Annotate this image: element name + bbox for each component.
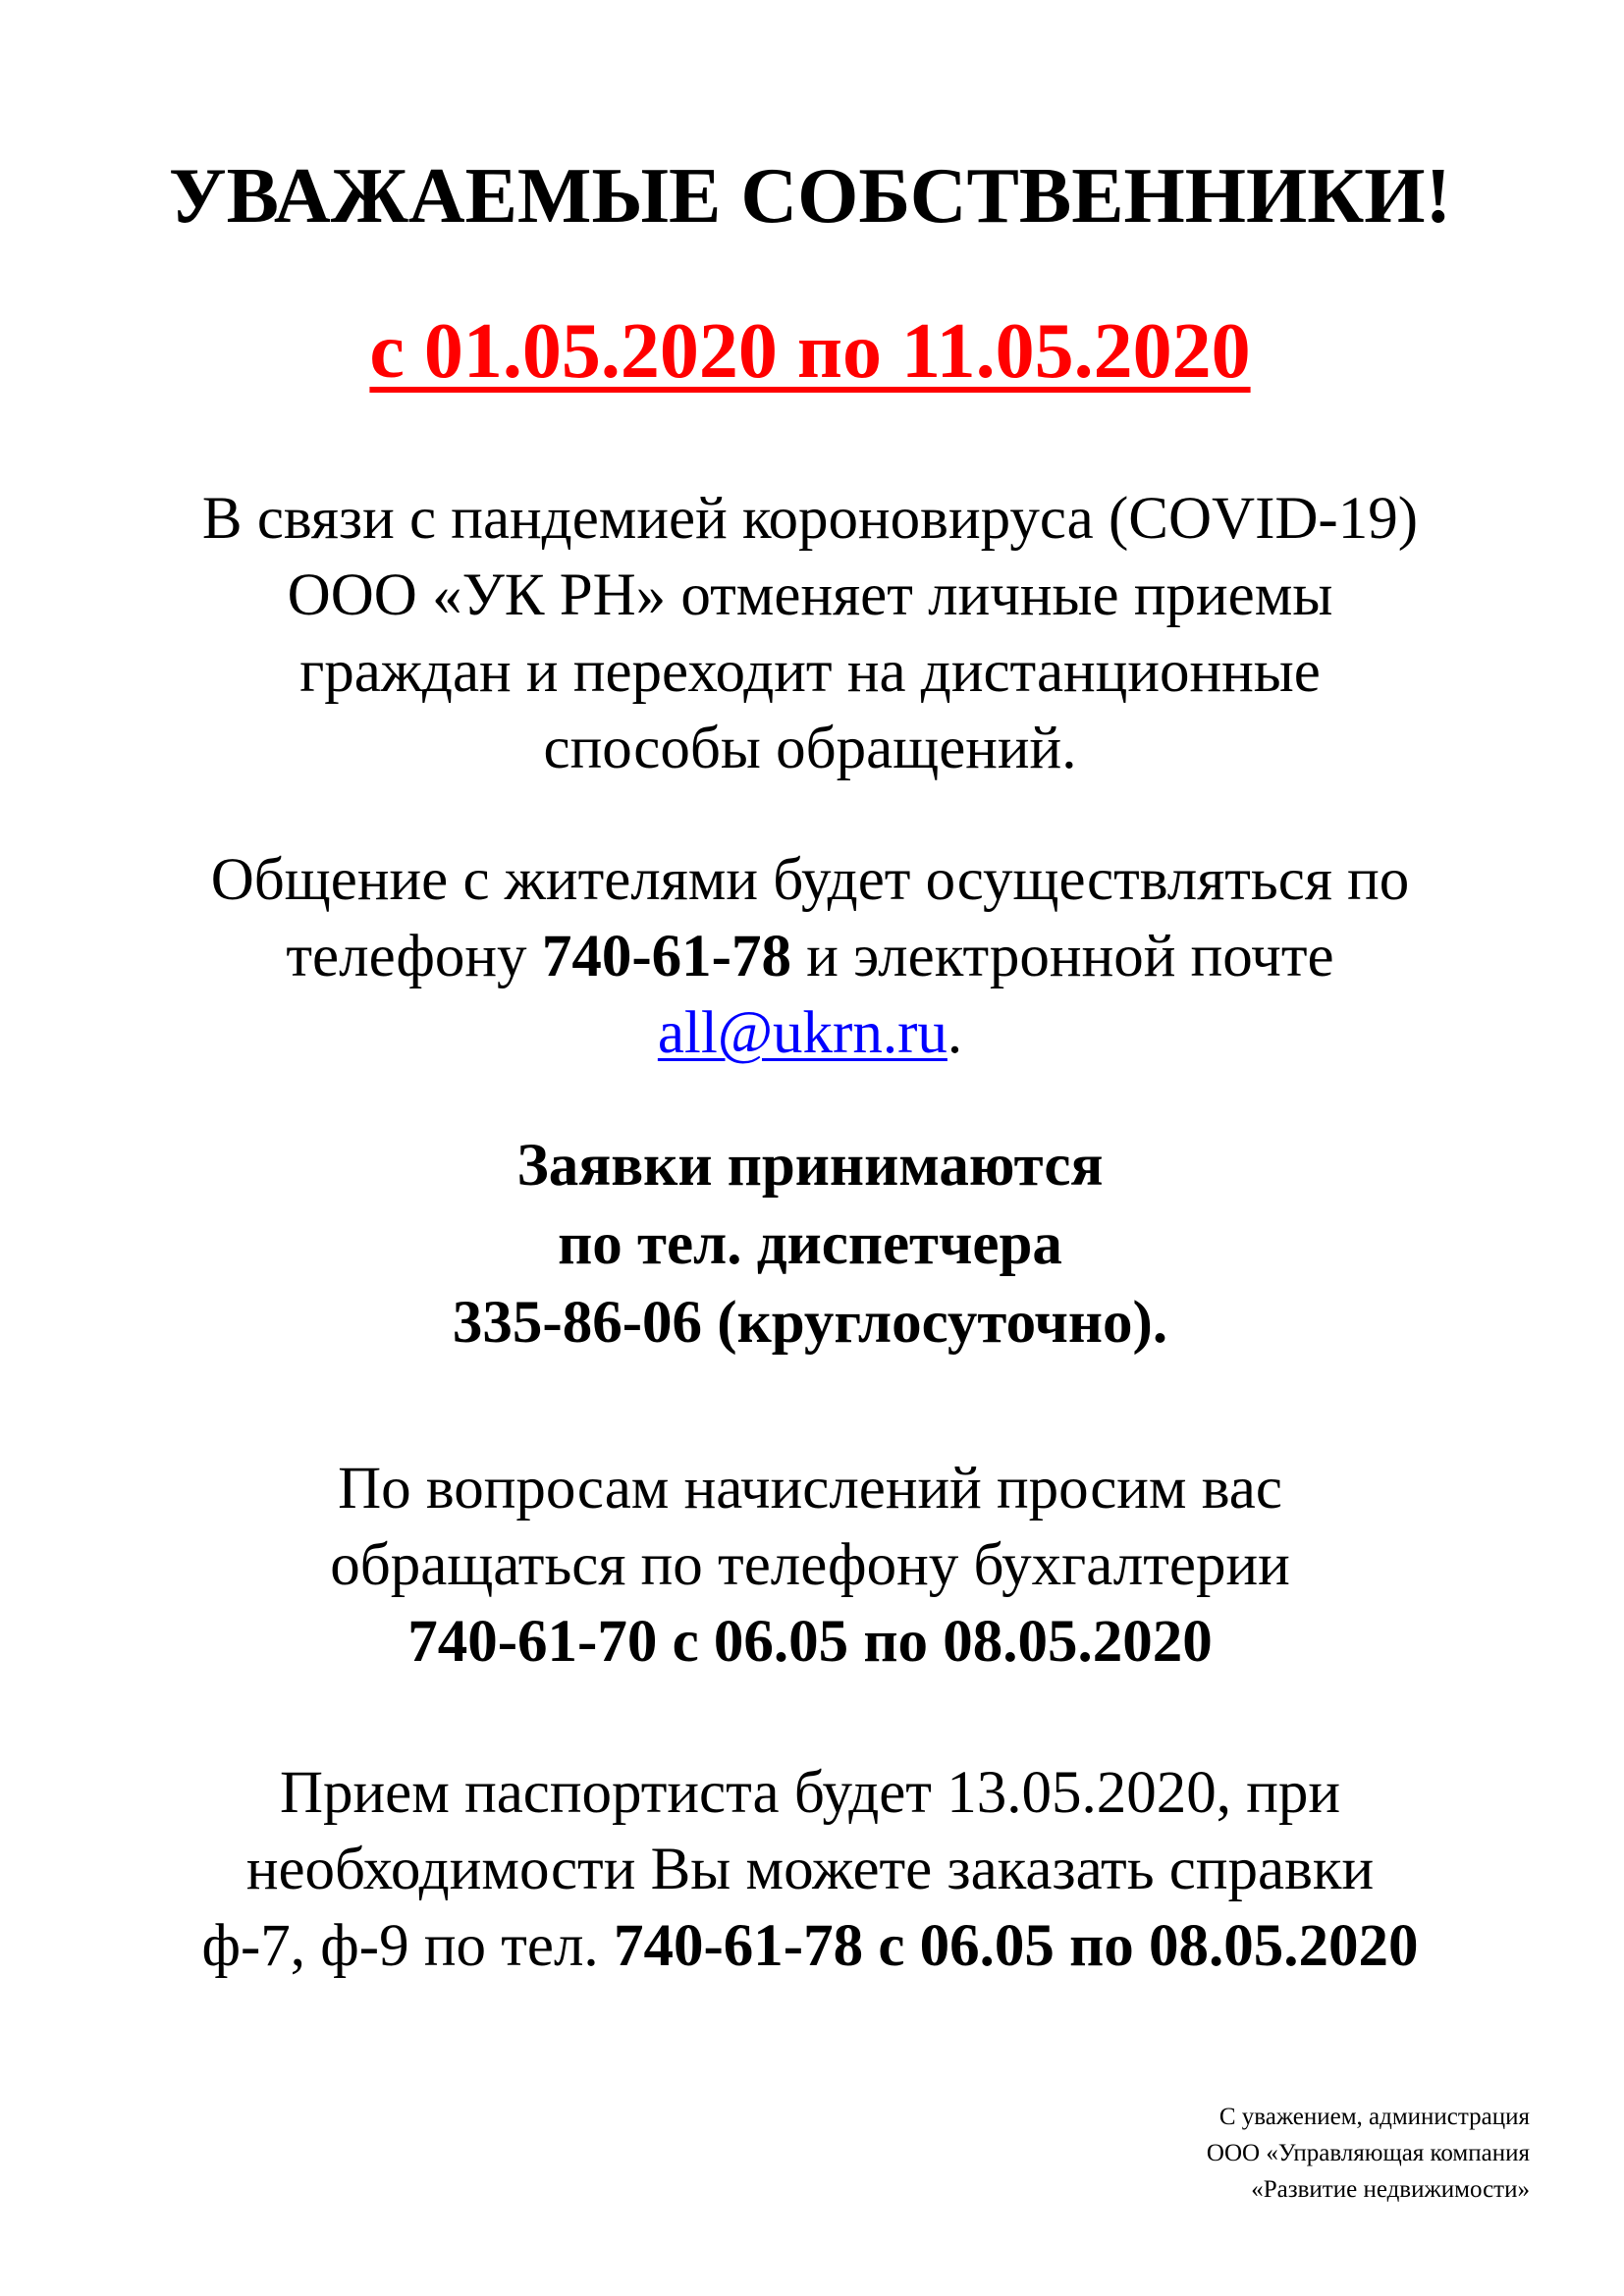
passport-line-2: необходимости Вы можете заказать справки <box>245 1837 1375 1902</box>
signature <box>1207 2099 1530 2208</box>
dispatcher-line-3: 335-86-06 (круглосуточно). <box>452 1290 1168 1356</box>
passport-line-3-bold: 740-61-78 с 06.05 по 08.05.2020 <box>613 1913 1419 1979</box>
covid-line-2: ООО «УК РН» отменяет личные приемы <box>287 562 1333 628</box>
passport-line-1: Прием паспортиста будет 13.05.2020, при <box>279 1760 1341 1826</box>
email-suffix: . <box>947 1000 963 1066</box>
signature-line-1: С уважением, администрация <box>1218 2104 1530 2130</box>
contact-line-2 <box>88 919 1532 995</box>
passport-paragraph <box>88 1755 1532 1985</box>
contact-line-3 <box>88 995 1532 1072</box>
contact-phone-suffix: и электронной почте <box>790 924 1334 989</box>
date-range-text: с 01.05.2020 по 11.05.2020 <box>369 308 1251 395</box>
dispatcher-paragraph <box>88 1127 1532 1362</box>
covid-line-3: граждан и переходит на дистанционные <box>299 639 1321 705</box>
covid-line-1: В связи с пандемией короновируса (COVID-19) <box>201 486 1419 552</box>
contact-paragraph <box>88 842 1532 1072</box>
accounting-paragraph <box>88 1451 1532 1681</box>
passport-line-3 <box>88 1908 1532 1985</box>
covid-line-4: способы обращений. <box>543 716 1077 781</box>
date-range <box>88 302 1532 400</box>
passport-line-3-prefix: ф-7, ф-9 по тел. <box>201 1913 614 1979</box>
contact-phone-prefix: телефону <box>286 924 542 989</box>
notice-title: УВАЖАЕМЫЕ СОБСТВЕННИКИ! <box>168 153 1452 240</box>
contact-line-1: Общение с жителями будет осуществляться по <box>210 847 1410 913</box>
accounting-line-2: обращаться по телефону бухгалтерии <box>330 1532 1290 1598</box>
dispatcher-line-1: Заявки принимаются <box>516 1133 1104 1199</box>
email-link[interactable]: all@ukrn.ru <box>657 1000 947 1066</box>
accounting-line-1: По вопросам начислений просим вас <box>338 1456 1282 1522</box>
signature-line-3: «Развитие недвижимости» <box>1251 2176 1530 2203</box>
signature-line-2: ООО «Управляющая компания <box>1206 2140 1530 2166</box>
accounting-line-3: 740-61-70 с 06.05 по 08.05.2020 <box>407 1609 1213 1675</box>
covid-paragraph <box>88 481 1532 787</box>
dispatcher-line-2: по тел. диспетчера <box>558 1211 1062 1277</box>
contact-phone: 740-61-78 <box>541 924 791 989</box>
